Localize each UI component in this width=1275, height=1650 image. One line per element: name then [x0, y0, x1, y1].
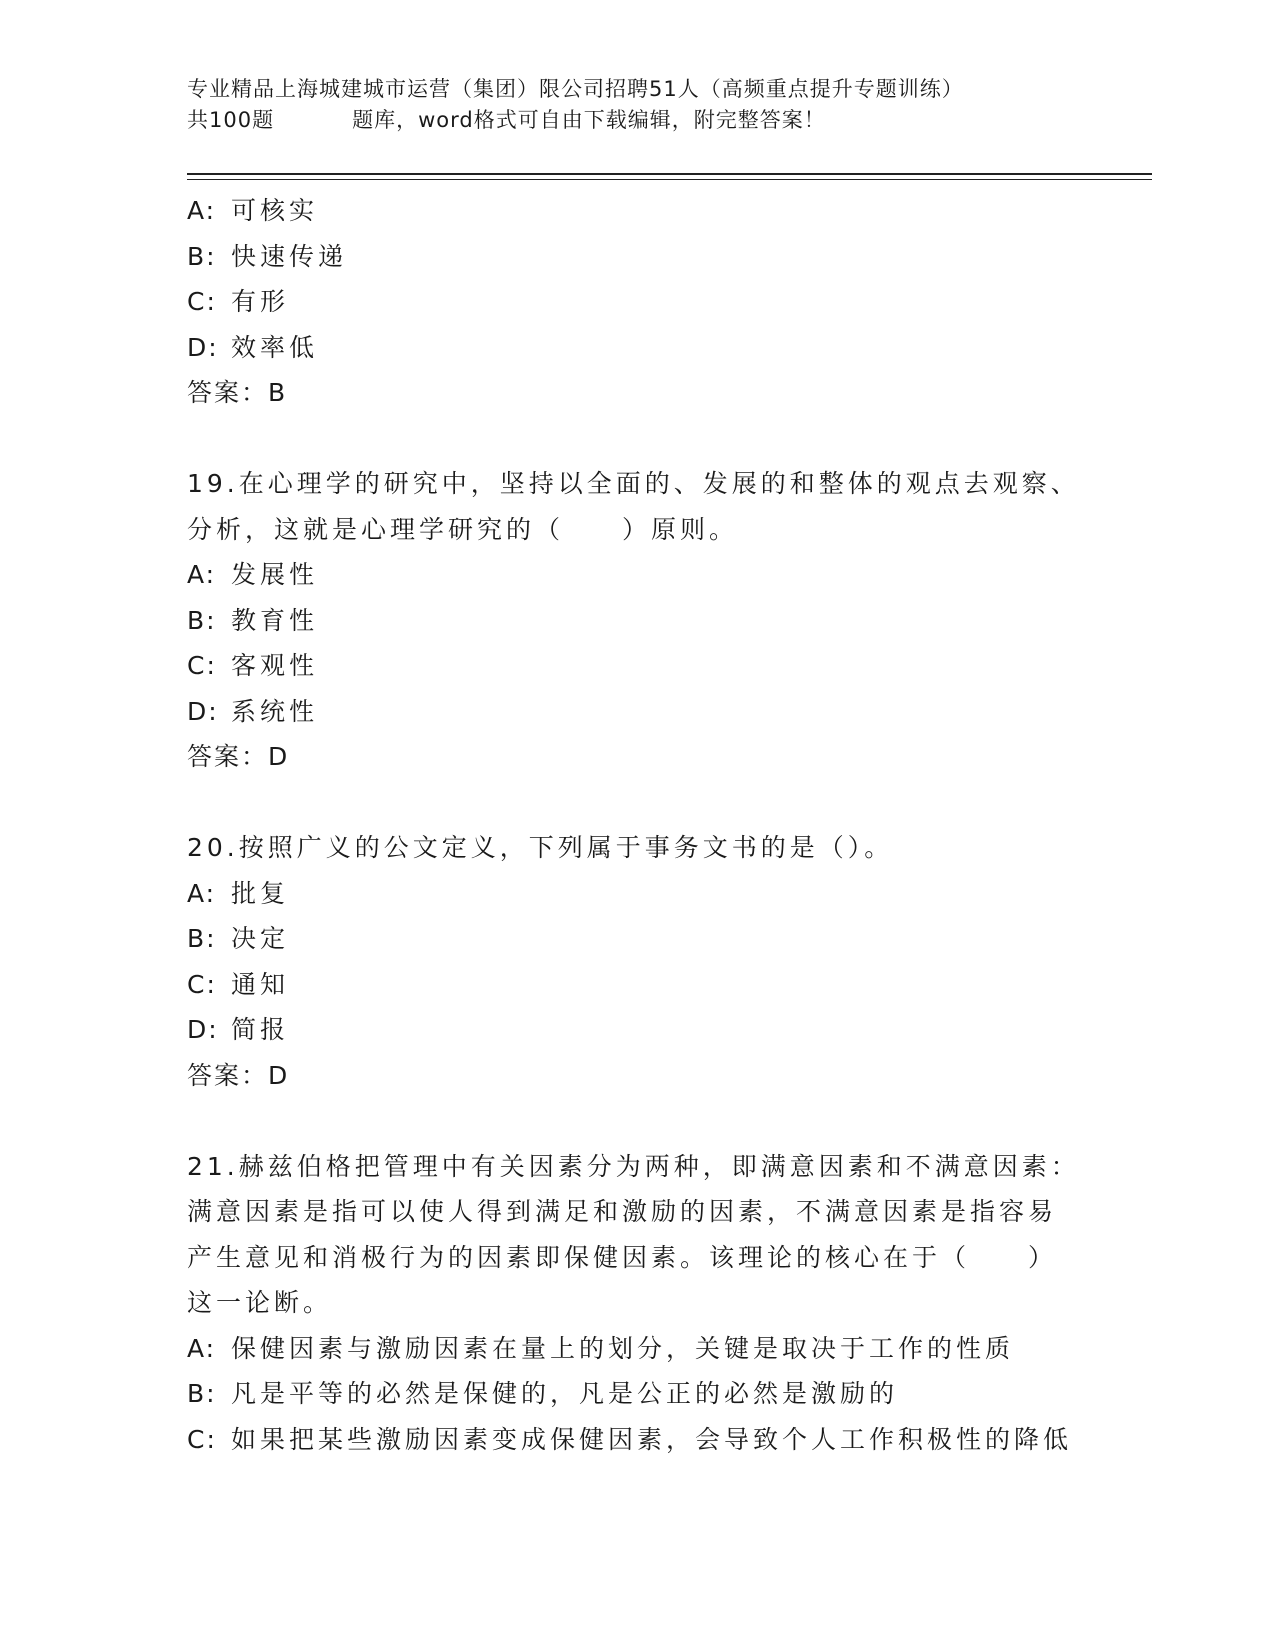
option-c: C: 通知: [187, 969, 290, 999]
document-header: [187, 74, 1087, 136]
question-text: 19.在心理学的研究中，坚持以全面的、发展的和整体的观点去观察、: [187, 469, 1080, 498]
option-b: B: 凡是平等的必然是保健的，凡是公正的必然是激励的: [187, 1379, 899, 1408]
answer-line: 答案：D: [187, 1060, 290, 1090]
question-21: [187, 1144, 1087, 1463]
header-subtitle: [187, 105, 1087, 136]
question-content: [187, 188, 1087, 1462]
option-a: A: 可核实: [187, 196, 319, 225]
header-description: 题库，word格式可自由下载编辑，附完整答案！: [352, 108, 826, 132]
question-text: 20.按照广义的公文定义，下列属于事务文书的是（）。: [187, 833, 894, 862]
question-18: [187, 188, 1087, 416]
header-divider-thin: [187, 179, 1152, 180]
option-c: C: 客观性: [187, 651, 319, 680]
question-text: 分析，这就是心理学研究的（ ）原则。: [187, 514, 739, 544]
answer-line: 答案：D: [187, 742, 290, 771]
option-a: A: 保健因素与激励因素在量上的划分，关键是取决于工作的性质: [187, 1333, 1015, 1363]
question-text: 这一论断。: [187, 1288, 333, 1317]
option-c: C: 有形: [187, 287, 290, 316]
option-a: A: 批复: [187, 878, 290, 908]
option-a: A: 发展性: [187, 560, 319, 589]
question-text: 产生意见和消极行为的因素即保健因素。该理论的核心在于（ ）: [187, 1242, 1058, 1272]
header-divider-thick: [187, 173, 1152, 175]
question-text: 21.赫兹伯格把管理中有关因素分为两种，即满意因素和不满意因素：: [187, 1151, 1080, 1181]
option-d: D: 效率低: [187, 332, 319, 362]
option-d: D: 系统性: [187, 696, 319, 726]
answer-line: 答案：B: [187, 378, 288, 407]
option-b: B: 决定: [187, 924, 290, 953]
question-text: 满意因素是指可以使人得到满足和激励的因素，不满意因素是指容易: [187, 1197, 1058, 1226]
option-d: D: 简报: [187, 1015, 290, 1044]
header-question-count: 共100题: [187, 108, 275, 132]
option-b: B: 快速传递: [187, 241, 348, 271]
option-c: C: 如果把某些激励因素变成保健因素，会导致个人工作积极性的降低: [187, 1424, 1073, 1454]
question-20: [187, 825, 1087, 1098]
option-b: B: 教育性: [187, 605, 319, 635]
header-title: 专业精品上海城建城市运营（集团）限公司招聘51人（高频重点提升专题训练）: [187, 77, 964, 101]
question-19: [187, 461, 1087, 780]
